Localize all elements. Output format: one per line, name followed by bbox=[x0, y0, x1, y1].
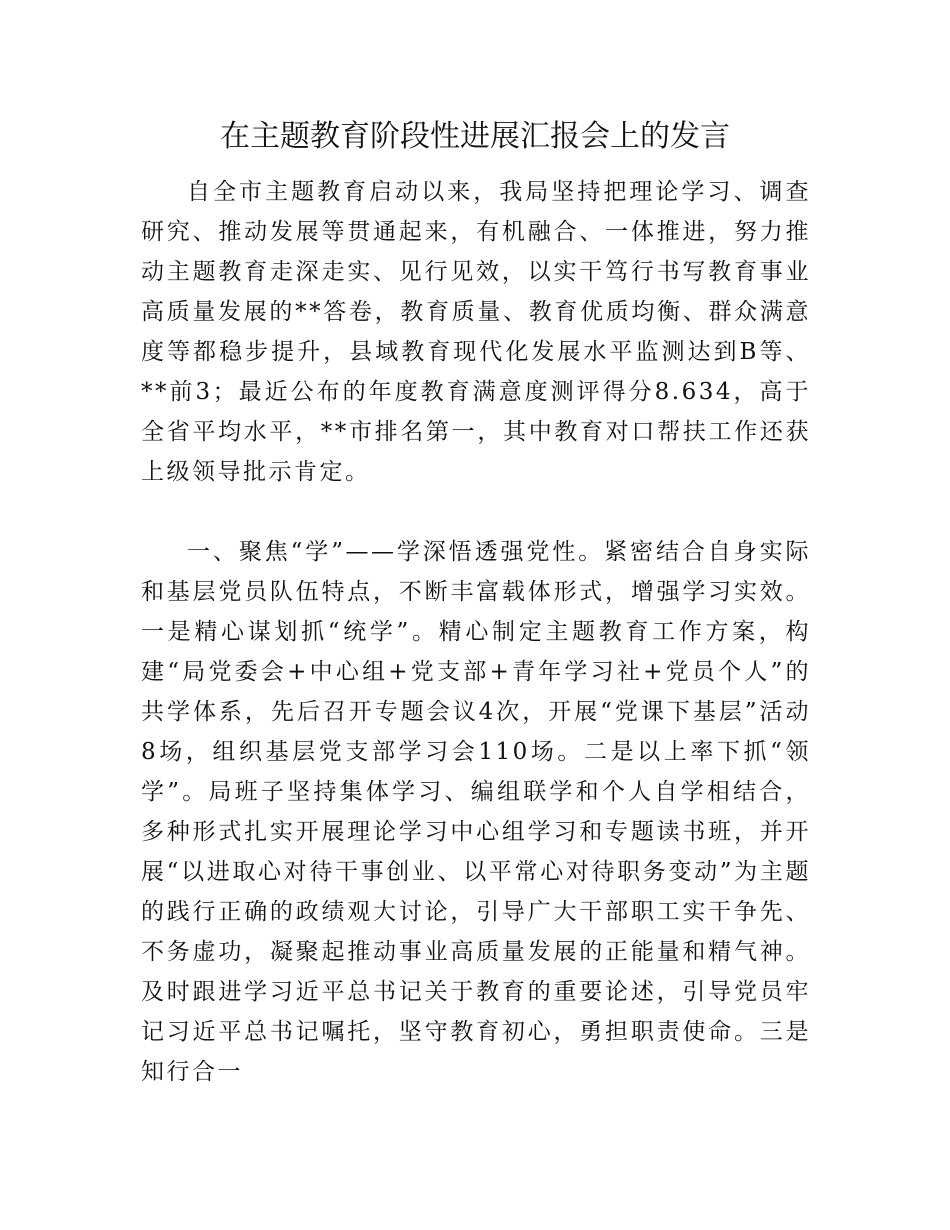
document-title: 在主题教育阶段性进展汇报会上的发言 bbox=[220, 119, 730, 154]
paragraph-intro: 自全市主题教育启动以来，我局坚持把理论学习、调查研究、推动发展等贯通起来，有机融合、一体推进，努力推动主题教育走深走实、见行见效，以实干笃行书写教育事业高质量发展的**答卷，教育质量、教育优质均衡、群众满意度等都稳步提升，县域教育现代化发展水平监测达到B等、**前3；最近公布的年度教育满意度测评得分8.634，高于全省平均水平，**市排名第一，其中教育对口帮扶工作还获上级领导批示肯定。 bbox=[141, 179, 811, 485]
paragraph-section-one: 一、聚焦“学”——学深悟透强党性。紧密结合自身实际和基层党员队伍特点，不断丰富载体形式，增强学习实效。一是精心谋划抓“统学”。精心制定主题教育工作方案，构建“局党委会+中心组+党支部+青年学习社+党员个人”的共学体系，先后召开专题会议4次，开展“党课下基层”活动8场，组织基层党支部学习会110场。二是以上率下抓“领学”。局班子坚持集体学习、编组联学和个人自学相结合，多种形式扎实开展理论学习中心组学习和专题读书班，并开展“以进取心对待干事创业、以平常心对待职务变动”为主题的践行正确的政绩观大讨论，引导广大干部职工实干争先、不务虚功，凝聚起推动事业高质量发展的正能量和精气神。及时跟进学习近平总书记关于教育的重要论述，引导党员牢记习近平总书记嘱托，坚守教育初心，勇担职责使命。三是知行合一 bbox=[141, 539, 811, 1085]
